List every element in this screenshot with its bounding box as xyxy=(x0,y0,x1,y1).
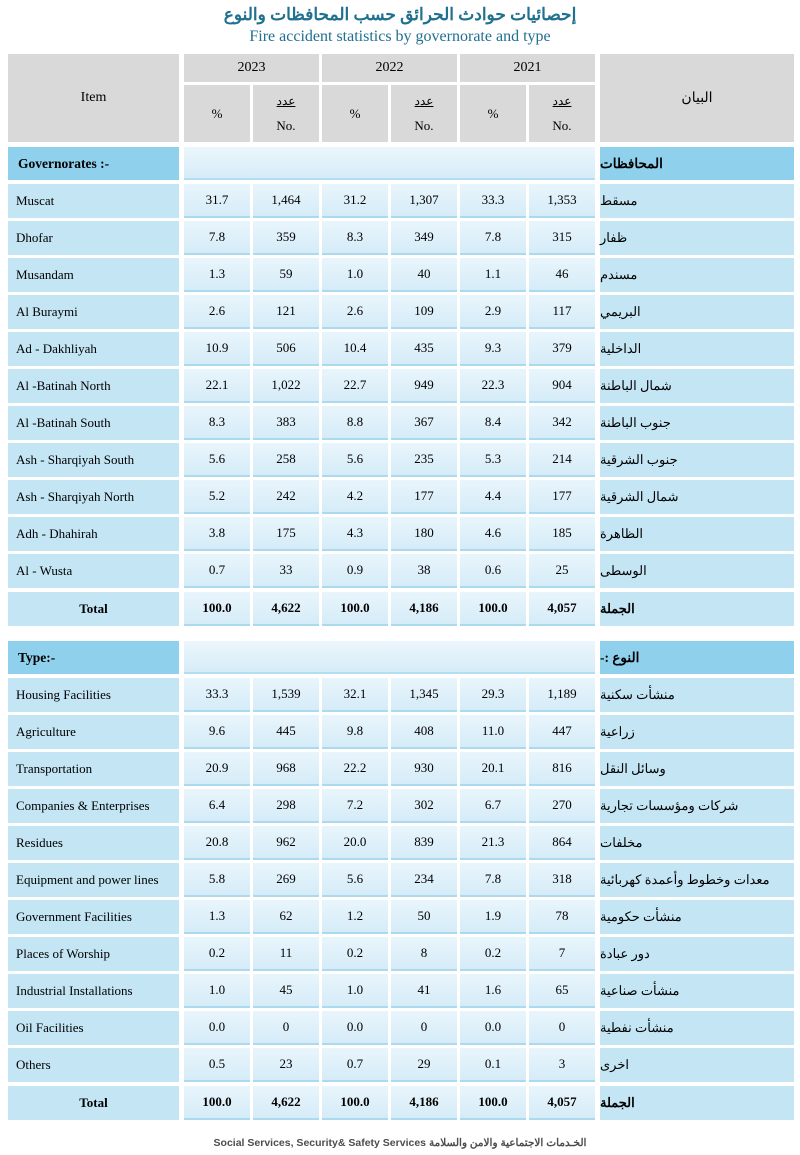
row-label-arabic: البريمي xyxy=(600,295,794,329)
row-label-english: Al Buraymi xyxy=(8,295,179,329)
row-value-cell: 5.3 xyxy=(460,443,526,477)
bayan-header-cell: البيان xyxy=(600,54,794,142)
count-label-arabic: عدد xyxy=(414,93,434,108)
row-label-arabic: وسائل النقل xyxy=(600,752,794,786)
table-row xyxy=(8,295,794,329)
row-value-cell: 1.0 xyxy=(184,974,250,1008)
row-label-english: Oil Facilities xyxy=(8,1011,179,1045)
row-value-cell: 904 xyxy=(529,369,595,403)
row-value-cell: 100.0 xyxy=(184,592,250,626)
row-label-arabic: الداخلية xyxy=(600,332,794,366)
row-value-cell: 0 xyxy=(391,1011,457,1045)
row-value-cell: 25 xyxy=(529,554,595,588)
row-value-cell: 1,189 xyxy=(529,678,595,712)
row-values xyxy=(184,1048,595,1082)
row-value-cell: 6.7 xyxy=(460,789,526,823)
row-values xyxy=(184,443,595,477)
row-label-arabic: الجملة xyxy=(600,1086,794,1120)
count-label-english: No. xyxy=(414,117,434,133)
count-header-2023 xyxy=(253,85,319,142)
row-value-cell: 318 xyxy=(529,863,595,897)
row-label-arabic: منشأت صناعية xyxy=(600,974,794,1008)
row-label-english: Dhofar xyxy=(8,221,179,255)
row-label-english: Industrial Installations xyxy=(8,974,179,1008)
row-value-cell: 109 xyxy=(391,295,457,329)
row-value-cell: 100.0 xyxy=(460,592,526,626)
row-value-cell: 447 xyxy=(529,715,595,749)
row-label-english: Others xyxy=(8,1048,179,1082)
row-value-cell: 1.9 xyxy=(460,900,526,934)
row-value-cell: 506 xyxy=(253,332,319,366)
row-label-english: Agriculture xyxy=(8,715,179,749)
row-value-cell: 968 xyxy=(253,752,319,786)
row-value-cell: 258 xyxy=(253,443,319,477)
row-value-cell: 7.8 xyxy=(460,221,526,255)
row-value-cell: 32.1 xyxy=(322,678,388,712)
row-value-cell: 11 xyxy=(253,937,319,971)
section-title-arabic: المحافظات xyxy=(600,147,794,180)
row-value-cell: 349 xyxy=(391,221,457,255)
row-value-cell: 22.1 xyxy=(184,369,250,403)
row-value-cell: 1.3 xyxy=(184,900,250,934)
section-title-arabic: النوع :- xyxy=(600,641,794,674)
percent-label: % xyxy=(349,105,361,121)
row-value-cell: 367 xyxy=(391,406,457,440)
row-value-cell: 177 xyxy=(529,480,595,514)
row-values xyxy=(184,678,595,712)
table-row xyxy=(8,1011,794,1045)
row-value-cell: 242 xyxy=(253,480,319,514)
row-value-cell: 1.6 xyxy=(460,974,526,1008)
row-value-cell: 0 xyxy=(529,1011,595,1045)
row-label-arabic: مسندم xyxy=(600,258,794,292)
row-value-cell: 4.6 xyxy=(460,517,526,551)
row-value-cell: 7 xyxy=(529,937,595,971)
row-label-english: Total xyxy=(8,592,179,626)
table-row xyxy=(8,1048,794,1082)
row-value-cell: 21.3 xyxy=(460,826,526,860)
percent-header-2022 xyxy=(322,85,388,142)
table-row xyxy=(8,752,794,786)
row-label-english: Ad - Dakhliyah xyxy=(8,332,179,366)
row-value-cell: 8.3 xyxy=(322,221,388,255)
row-value-cell: 5.2 xyxy=(184,480,250,514)
row-value-cell: 4.4 xyxy=(460,480,526,514)
row-values xyxy=(184,592,595,626)
row-values xyxy=(184,715,595,749)
table-row xyxy=(8,517,794,551)
row-value-cell: 1,464 xyxy=(253,184,319,218)
row-value-cell: 33.3 xyxy=(460,184,526,218)
row-label-arabic: منشأت سكنية xyxy=(600,678,794,712)
row-value-cell: 5.6 xyxy=(322,863,388,897)
row-values xyxy=(184,369,595,403)
row-label-english: Places of Worship xyxy=(8,937,179,971)
row-value-cell: 20.0 xyxy=(322,826,388,860)
row-label-english: Al -Batinah North xyxy=(8,369,179,403)
row-label-arabic: الظاهرة xyxy=(600,517,794,551)
row-value-cell: 1.0 xyxy=(322,974,388,1008)
row-value-cell: 22.3 xyxy=(460,369,526,403)
row-value-cell: 4,057 xyxy=(529,1086,595,1120)
row-label-english: Companies & Enterprises xyxy=(8,789,179,823)
table-row xyxy=(8,184,794,218)
row-label-arabic: مسقط xyxy=(600,184,794,218)
row-label-english: Total xyxy=(8,1086,179,1120)
page-title-english: Fire accident statistics by governorate and type xyxy=(249,28,551,45)
row-value-cell: 4.3 xyxy=(322,517,388,551)
row-value-cell: 234 xyxy=(391,863,457,897)
row-label-arabic: دور عبادة xyxy=(600,937,794,971)
row-value-cell: 78 xyxy=(529,900,595,934)
count-label-english: No. xyxy=(552,117,572,133)
row-value-cell: 1,353 xyxy=(529,184,595,218)
row-value-cell: 408 xyxy=(391,715,457,749)
row-value-cell: 0.0 xyxy=(184,1011,250,1045)
row-value-cell: 435 xyxy=(391,332,457,366)
row-label-english: Equipment and power lines xyxy=(8,863,179,897)
row-value-cell: 11.0 xyxy=(460,715,526,749)
percent-header-2021 xyxy=(460,85,526,142)
row-value-cell: 3.8 xyxy=(184,517,250,551)
row-label-arabic: منشأت نفطية xyxy=(600,1011,794,1045)
row-values xyxy=(184,554,595,588)
row-values xyxy=(184,258,595,292)
row-value-cell: 65 xyxy=(529,974,595,1008)
row-value-cell: 383 xyxy=(253,406,319,440)
row-value-cell: 100.0 xyxy=(322,1086,388,1120)
row-label-arabic: الجملة xyxy=(600,592,794,626)
table-row xyxy=(8,678,794,712)
row-value-cell: 1.3 xyxy=(184,258,250,292)
statistics-table xyxy=(8,54,794,1120)
row-value-cell: 22.7 xyxy=(322,369,388,403)
row-values xyxy=(184,789,595,823)
row-value-cell: 4,622 xyxy=(253,1086,319,1120)
row-value-cell: 0 xyxy=(253,1011,319,1045)
page-title-arabic: إحصائيات حوادث الحرائق حسب المحافظات والنوع xyxy=(223,5,577,24)
row-value-cell: 445 xyxy=(253,715,319,749)
row-value-cell: 949 xyxy=(391,369,457,403)
year-header-group xyxy=(184,54,595,142)
row-label-arabic: شمال الشرقية xyxy=(600,480,794,514)
percent-label: % xyxy=(211,105,223,121)
row-value-cell: 0.9 xyxy=(322,554,388,588)
item-header-cell: Item xyxy=(8,54,179,142)
row-value-cell: 0.1 xyxy=(460,1048,526,1082)
row-value-cell: 100.0 xyxy=(460,1086,526,1120)
row-value-cell: 8.3 xyxy=(184,406,250,440)
count-label-english: No. xyxy=(276,117,296,133)
row-values xyxy=(184,900,595,934)
row-value-cell: 31.7 xyxy=(184,184,250,218)
row-value-cell: 1,539 xyxy=(253,678,319,712)
table-row xyxy=(8,789,794,823)
row-value-cell: 20.9 xyxy=(184,752,250,786)
table-row xyxy=(8,258,794,292)
row-label-arabic: شركات ومؤسسات تجارية xyxy=(600,789,794,823)
row-value-cell: 4,057 xyxy=(529,592,595,626)
row-value-cell: 23 xyxy=(253,1048,319,1082)
row-value-cell: 20.1 xyxy=(460,752,526,786)
row-values xyxy=(184,517,595,551)
table-row xyxy=(8,974,794,1008)
row-label-arabic: جنوب الشرقية xyxy=(600,443,794,477)
year-2022-header: 2022 xyxy=(322,54,457,82)
row-value-cell: 6.4 xyxy=(184,789,250,823)
row-value-cell: 177 xyxy=(391,480,457,514)
table-row xyxy=(8,480,794,514)
row-value-cell: 816 xyxy=(529,752,595,786)
row-value-cell: 121 xyxy=(253,295,319,329)
row-value-cell: 180 xyxy=(391,517,457,551)
row-value-cell: 962 xyxy=(253,826,319,860)
row-value-cell: 269 xyxy=(253,863,319,897)
row-value-cell: 175 xyxy=(253,517,319,551)
row-value-cell: 4.2 xyxy=(322,480,388,514)
footer-text-arabic: الخـدمات الاجتماعية والامن والسلامة xyxy=(428,1137,587,1149)
page-titles xyxy=(0,0,800,48)
table-row xyxy=(8,937,794,971)
row-value-cell: 10.4 xyxy=(322,332,388,366)
row-value-cell: 270 xyxy=(529,789,595,823)
row-value-cell: 0.7 xyxy=(322,1048,388,1082)
section-title-english: Type:- xyxy=(8,641,179,674)
row-value-cell: 1.0 xyxy=(322,258,388,292)
row-label-english: Muscat xyxy=(8,184,179,218)
table-row xyxy=(8,221,794,255)
row-value-cell: 0.0 xyxy=(460,1011,526,1045)
row-value-cell: 342 xyxy=(529,406,595,440)
section-header-row xyxy=(8,641,794,674)
row-value-cell: 185 xyxy=(529,517,595,551)
row-value-cell: 0.7 xyxy=(184,554,250,588)
row-value-cell: 10.9 xyxy=(184,332,250,366)
row-label-english: Residues xyxy=(8,826,179,860)
row-value-cell: 29 xyxy=(391,1048,457,1082)
table-body xyxy=(8,147,794,1120)
row-label-english: Ash - Sharqiyah North xyxy=(8,480,179,514)
footer-text-english: Social Services, Security& Safety Services xyxy=(213,1137,427,1149)
row-value-cell: 31.2 xyxy=(322,184,388,218)
row-value-cell: 930 xyxy=(391,752,457,786)
row-value-cell: 5.6 xyxy=(322,443,388,477)
row-value-cell: 0.6 xyxy=(460,554,526,588)
row-value-cell: 359 xyxy=(253,221,319,255)
row-label-arabic: الوسطى xyxy=(600,554,794,588)
table-header xyxy=(8,54,794,142)
row-label-arabic: جنوب الباطنة xyxy=(600,406,794,440)
row-value-cell: 117 xyxy=(529,295,595,329)
row-value-cell: 214 xyxy=(529,443,595,477)
row-value-cell: 50 xyxy=(391,900,457,934)
row-value-cell: 5.8 xyxy=(184,863,250,897)
row-value-cell: 7.2 xyxy=(322,789,388,823)
count-label-arabic: عدد xyxy=(552,93,572,108)
table-row xyxy=(8,900,794,934)
row-value-cell: 8.8 xyxy=(322,406,388,440)
row-label-arabic: ظفار xyxy=(600,221,794,255)
table-row xyxy=(8,369,794,403)
row-value-cell: 298 xyxy=(253,789,319,823)
row-value-cell: 864 xyxy=(529,826,595,860)
row-value-cell: 235 xyxy=(391,443,457,477)
row-value-cell: 62 xyxy=(253,900,319,934)
row-values xyxy=(184,752,595,786)
row-value-cell: 2.9 xyxy=(460,295,526,329)
row-value-cell: 38 xyxy=(391,554,457,588)
row-value-cell: 302 xyxy=(391,789,457,823)
row-value-cell: 2.6 xyxy=(322,295,388,329)
row-value-cell: 315 xyxy=(529,221,595,255)
row-value-cell: 41 xyxy=(391,974,457,1008)
row-values xyxy=(184,974,595,1008)
row-value-cell: 0.5 xyxy=(184,1048,250,1082)
row-value-cell: 20.8 xyxy=(184,826,250,860)
table-row xyxy=(8,863,794,897)
row-value-cell: 8 xyxy=(391,937,457,971)
total-row xyxy=(8,1086,794,1120)
count-header-2022 xyxy=(391,85,457,142)
row-value-cell: 46 xyxy=(529,258,595,292)
percent-header-2023 xyxy=(184,85,250,142)
row-value-cell: 33 xyxy=(253,554,319,588)
row-values xyxy=(184,863,595,897)
row-values xyxy=(184,826,595,860)
row-label-english: Ash - Sharqiyah South xyxy=(8,443,179,477)
section-title-english: Governorates :- xyxy=(8,147,179,180)
row-values xyxy=(184,1011,595,1045)
row-value-cell: 1.1 xyxy=(460,258,526,292)
row-values xyxy=(184,332,595,366)
row-values xyxy=(184,1086,595,1120)
row-value-cell: 8.4 xyxy=(460,406,526,440)
row-value-cell: 839 xyxy=(391,826,457,860)
row-value-cell: 379 xyxy=(529,332,595,366)
row-value-cell: 0.0 xyxy=(322,1011,388,1045)
row-label-arabic: معدات وخطوط وأعمدة كهربائية xyxy=(600,863,794,897)
row-value-cell: 1,345 xyxy=(391,678,457,712)
row-value-cell: 9.3 xyxy=(460,332,526,366)
row-value-cell: 9.6 xyxy=(184,715,250,749)
row-value-cell: 0.2 xyxy=(322,937,388,971)
percent-label: % xyxy=(487,105,499,121)
row-value-cell: 45 xyxy=(253,974,319,1008)
row-value-cell: 9.8 xyxy=(322,715,388,749)
row-values xyxy=(184,184,595,218)
table-row xyxy=(8,332,794,366)
row-label-english: Transportation xyxy=(8,752,179,786)
row-value-cell: 7.8 xyxy=(184,221,250,255)
row-value-cell: 7.8 xyxy=(460,863,526,897)
count-label-arabic: عدد xyxy=(276,93,296,108)
section-gap xyxy=(8,629,794,641)
row-label-english: Housing Facilities xyxy=(8,678,179,712)
row-value-cell: 4,622 xyxy=(253,592,319,626)
row-values xyxy=(184,295,595,329)
subheader-row xyxy=(184,85,595,142)
year-2021-header: 2021 xyxy=(460,54,595,82)
row-label-arabic: منشأت حكومية xyxy=(600,900,794,934)
row-value-cell: 1,307 xyxy=(391,184,457,218)
row-label-english: Adh - Dhahirah xyxy=(8,517,179,551)
row-label-english: Al - Wusta xyxy=(8,554,179,588)
row-value-cell: 100.0 xyxy=(184,1086,250,1120)
row-value-cell: 1,022 xyxy=(253,369,319,403)
row-value-cell: 4,186 xyxy=(391,1086,457,1120)
row-value-cell: 40 xyxy=(391,258,457,292)
total-row xyxy=(8,592,794,626)
row-values xyxy=(184,937,595,971)
row-label-english: Al -Batinah South xyxy=(8,406,179,440)
row-label-english: Government Facilities xyxy=(8,900,179,934)
row-value-cell: 29.3 xyxy=(460,678,526,712)
table-row xyxy=(8,443,794,477)
row-value-cell: 5.6 xyxy=(184,443,250,477)
row-value-cell: 2.6 xyxy=(184,295,250,329)
row-value-cell: 1.2 xyxy=(322,900,388,934)
table-row xyxy=(8,826,794,860)
page-footer xyxy=(0,1137,800,1149)
row-value-cell: 59 xyxy=(253,258,319,292)
row-value-cell: 3 xyxy=(529,1048,595,1082)
row-values xyxy=(184,406,595,440)
table-row xyxy=(8,554,794,588)
row-label-english: Musandam xyxy=(8,258,179,292)
section-header-spacer xyxy=(184,147,595,180)
row-label-arabic: زراعية xyxy=(600,715,794,749)
section-header-spacer xyxy=(184,641,595,674)
year-2023-header: 2023 xyxy=(184,54,319,82)
row-value-cell: 0.2 xyxy=(460,937,526,971)
row-value-cell: 0.2 xyxy=(184,937,250,971)
row-label-arabic: شمال الباطنة xyxy=(600,369,794,403)
table-row xyxy=(8,715,794,749)
section-header-row xyxy=(8,147,794,180)
row-value-cell: 33.3 xyxy=(184,678,250,712)
count-header-2021 xyxy=(529,85,595,142)
row-value-cell: 4,186 xyxy=(391,592,457,626)
year-header-row xyxy=(184,54,595,82)
row-values xyxy=(184,221,595,255)
row-value-cell: 22.2 xyxy=(322,752,388,786)
row-label-arabic: اخرى xyxy=(600,1048,794,1082)
row-value-cell: 100.0 xyxy=(322,592,388,626)
table-row xyxy=(8,406,794,440)
row-label-arabic: مخلفات xyxy=(600,826,794,860)
row-values xyxy=(184,480,595,514)
